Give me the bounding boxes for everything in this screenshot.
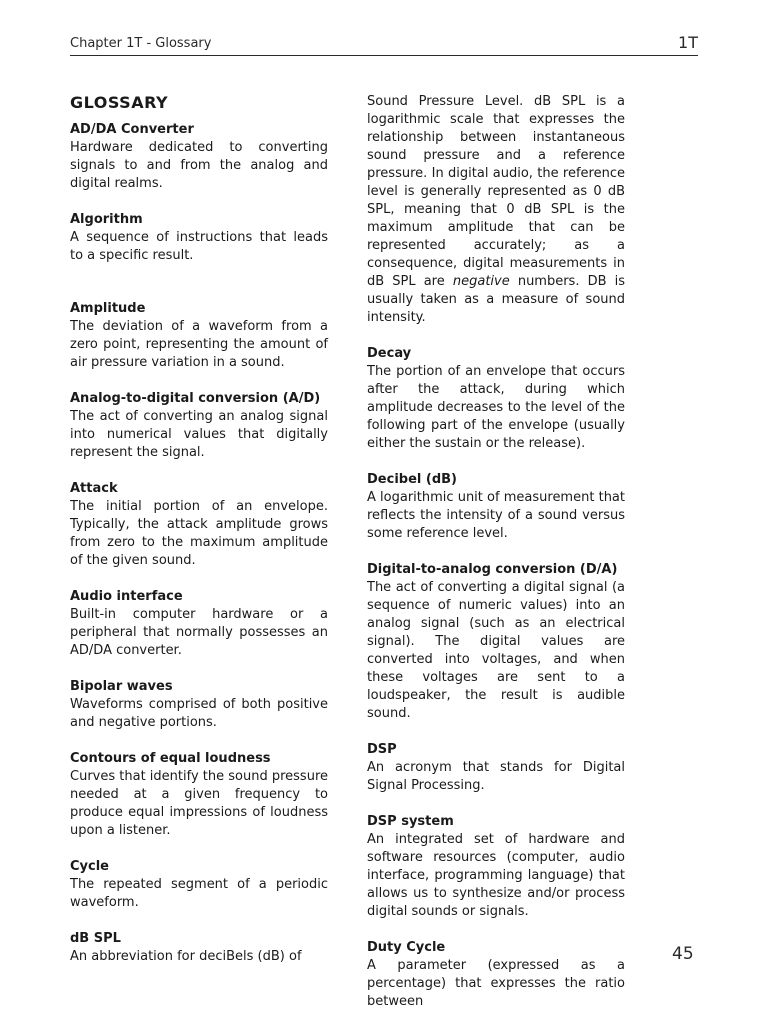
entry-definition: A sequence of instructions that leads to a specific result.	[70, 230, 328, 263]
entry-term: Cycle	[70, 859, 109, 874]
continued-definition	[367, 93, 625, 327]
entry-definition: An abbreviation for deciBels (dB) of	[70, 949, 302, 964]
section-number: 1T	[678, 33, 698, 52]
entry-definition: Built-in computer hardware or a peripheral that normally possesses an AD/DA converter.	[70, 607, 328, 658]
page-number: 45	[672, 944, 694, 964]
continued-text-end: numbers. DB is usually taken as a measure of sound intensity.	[367, 274, 625, 325]
entry-term: Amplitude	[70, 301, 146, 316]
glossary-entry	[367, 939, 625, 1011]
entry-term: Contours of equal loudness	[70, 751, 271, 766]
glossary-entry	[70, 588, 328, 660]
glossary-entry	[70, 300, 328, 372]
entry-term: Algorithm	[70, 212, 143, 227]
entry-definition: The initial portion of an envelope. Typically, the attack amplitude grows from zero to the maximum amplitude of the given sound.	[70, 499, 328, 568]
glossary-entry	[70, 858, 328, 912]
entry-definition: The act of converting an analog signal into numerical values that digitally represent the signal.	[70, 409, 328, 460]
entry-term: dB SPL	[70, 931, 121, 946]
entry-definition: The repeated segment of a periodic waveform.	[70, 877, 328, 910]
glossary-entry	[70, 930, 328, 966]
entry-definition: The act of converting a digital signal (a sequence of numeric values) into an analog signal (such as an electrical signal). The digital values are converted into voltages, and when these voltages are sent to a loudspeaker, the result is audible sound.	[367, 580, 625, 721]
entry-term: Analog-to-digital conversion (A/D)	[70, 391, 321, 406]
glossary-entry	[70, 390, 328, 462]
glossary-entry	[70, 678, 328, 732]
glossary-entry	[367, 813, 625, 921]
entry-definition: An acronym that stands for Digital Signal Processing.	[367, 760, 625, 793]
glossary-entry	[70, 121, 328, 193]
right-column	[367, 93, 625, 1011]
chapter-title: Chapter 1T - Glossary	[70, 36, 212, 51]
entry-definition: Waveforms comprised of both positive and negative portions.	[70, 697, 328, 730]
emphasized-word: negative	[452, 274, 510, 289]
entry-definition: The deviation of a waveform from a zero point, representing the amount of air pressure variation in a sound.	[70, 319, 328, 370]
entry-definition: The portion of an envelope that occurs after the attack, during which amplitude decreases to the level of the following part of the envelope (usually either the sustain or the release).	[367, 364, 625, 451]
glossary-entry	[367, 741, 625, 795]
entry-term: Bipolar waves	[70, 679, 173, 694]
entry-term: Audio interface	[70, 589, 183, 604]
glossary-entry	[367, 561, 625, 723]
entry-term: AD/DA Converter	[70, 122, 194, 137]
glossary-entry	[367, 345, 625, 453]
entry-definition: Curves that identify the sound pressure needed at a given frequency to produce equal impressions of loudness upon a listener.	[70, 769, 328, 838]
glossary-heading: GLOSSARY	[70, 93, 169, 112]
entry-definition: An integrated set of hardware and software resources (computer, audio interface, programming language) that allows us to synthesize and/or process digital sounds or signals.	[367, 832, 625, 919]
entry-term: DSP	[367, 742, 397, 757]
glossary-entry	[70, 750, 328, 840]
glossary-entry	[367, 471, 625, 543]
continued-text-start: Sound Pressure Level. dB SPL is a logarithmic scale that expresses the relationship between instantaneous sound pressure and a reference pressure. In digital audio, the reference level is generally represented as 0 dB SPL, meaning that 0 dB SPL is the maximum amplitude that can be represented accurately; as a consequence, digital measurements in dB SPL are	[367, 94, 625, 289]
entry-term: Decibel (dB)	[367, 472, 457, 487]
entry-term: Attack	[70, 481, 118, 496]
entry-term: Decay	[367, 346, 412, 361]
entry-term: DSP system	[367, 814, 454, 829]
running-header	[70, 33, 698, 56]
entry-definition: A parameter (expressed as a percentage) that expresses the ratio between	[367, 958, 625, 1009]
entry-definition: A logarithmic unit of measurement that reflects the intensity of a sound versus some reference level.	[367, 490, 625, 541]
entry-definition: Hardware dedicated to converting signals to and from the analog and digital realms.	[70, 140, 328, 191]
entry-term: Digital-to-analog conversion (D/A)	[367, 562, 618, 577]
glossary-entry	[70, 480, 328, 570]
glossary-entry	[70, 211, 328, 265]
entry-term: Duty Cycle	[367, 940, 446, 955]
left-column	[70, 93, 328, 966]
